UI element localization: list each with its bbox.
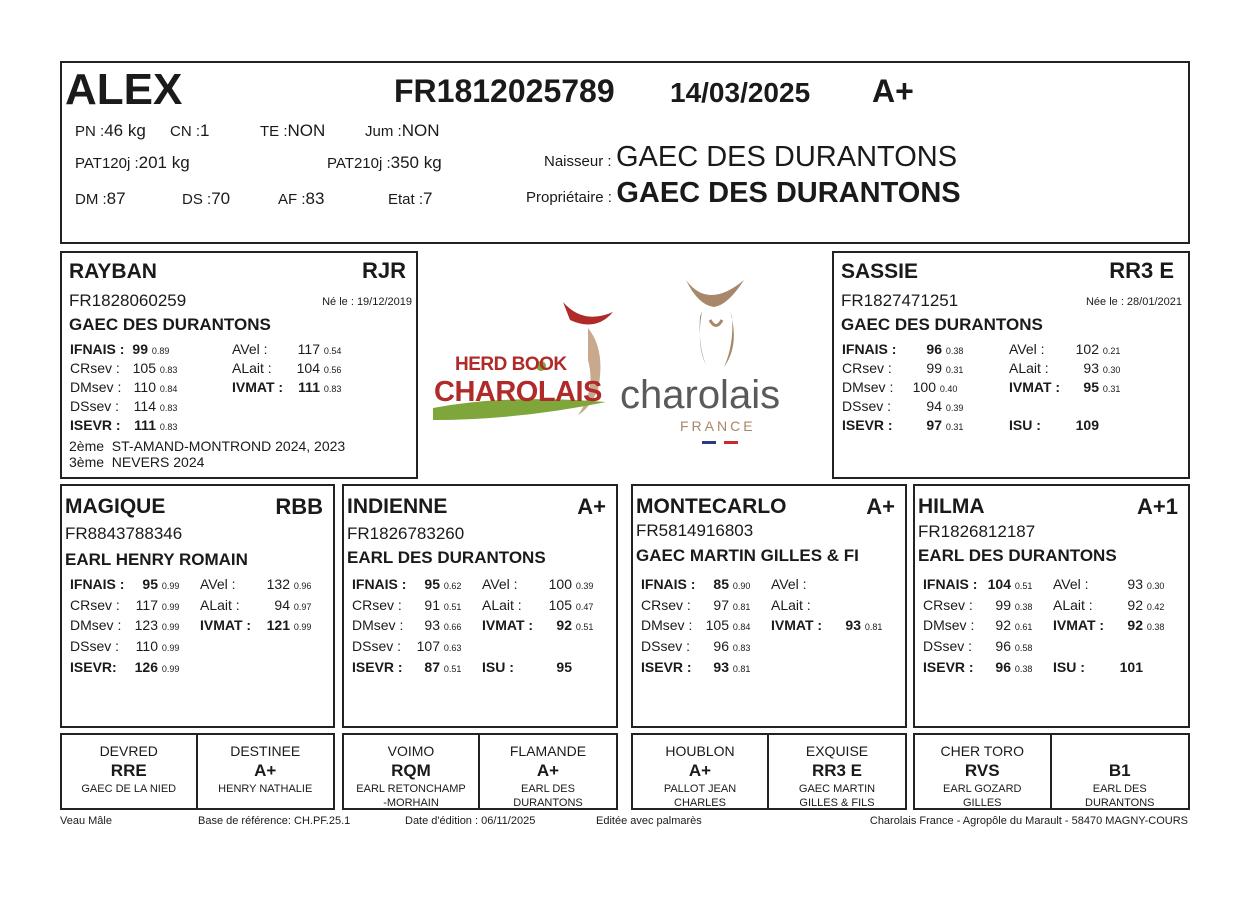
gp-dmsev: DMsev : 93 0.66 [352,617,462,633]
gp-crsev: CRsev : 91 0.51 [352,597,462,613]
great-grandparent-pair-4 [913,733,1190,810]
gp-isu: ISU : 101 [1053,659,1143,675]
dam-cote: RR3 E [1109,258,1174,283]
great-grandparent-cell: FLAMANDE A+ EARL DES DURANTONS [509,743,587,809]
dam-avel: AVel : 102 0.21 [1009,341,1121,357]
great-grandparent-pair-3 [631,733,907,810]
gp-ifnais: IFNAIS : 104 0.51 [923,576,1033,592]
gp-alait: ALait : 94 0.97 [200,597,312,613]
grandparent-cote: RBB [275,494,323,519]
grandparent-owner: GAEC MARTIN GILLES & FI [636,546,859,565]
gp-dmsev: DMsev : 92 0.61 [923,617,1033,633]
footer-palmares: Editée avec palmarès [596,815,702,827]
ds-field: DS :70 [182,189,231,208]
grandparent-panel-3 [631,484,907,728]
grandparent-panel-1 [60,484,335,728]
great-grandparent-cell: VOIMO RQM EARL RETONCHAMP -MORHAIN [344,735,480,808]
dm-field: DM :87 [75,189,126,208]
gp-avel: AVel : 132 0.96 [200,576,312,592]
sire-cote: RJR [361,258,406,283]
etat-field: Etat :7 [388,189,433,208]
great-grandparent-pair-1 [60,733,335,810]
pat210-field: PAT210j :350 kg [327,153,442,172]
grandparent-name: HILMA [918,495,985,518]
sire-dssev: DSsev : 114 0.83 [70,398,178,414]
gp-isevr: ISEVR : 87 0.51 [352,659,462,675]
dam-id: FR1827471251 [841,291,959,310]
great-grandparent-cell: HOUBLON A+ PALLOT JEAN CHARLES [633,735,769,808]
dam-dmsev: DMsev : 100 0.40 [842,379,958,395]
gp-isu: ISU : 95 [482,659,572,675]
pat120-field: PAT120j :201 kg [75,153,190,172]
pn-field: PN :46 kg [75,121,146,140]
sire-palmares-1: 2ème ST-AMAND-MONTROND 2024, 2023 [69,438,346,454]
sire-ivmat: IVMAT : 111 0.83 [232,379,342,395]
grandparent-cote: A+ [577,494,606,519]
animal-name: ALEX [65,65,183,114]
af-field: AF :83 [278,189,325,208]
gp-ifnais: IFNAIS : 95 0.99 [70,576,180,592]
dam-name: SASSIE [841,260,919,283]
footer-sex: Veau Mâle [60,815,112,827]
gp-ivmat: IVMAT : 121 0.99 [200,617,312,633]
sire-id: FR1828060259 [69,291,187,310]
gp-dmsev: DMsev : 123 0.99 [70,617,180,633]
gp-ivmat: IVMAT : 93 0.81 [771,617,883,633]
gp-avel: AVel : 100 0.39 [482,576,594,592]
dam-crsev: CRsev : 99 0.31 [842,360,964,376]
sire-born: Né le : 19/12/2019 [322,296,412,308]
grandparent-cote: A+1 [1137,494,1178,519]
gp-isevr: ISEVR: 126 0.99 [70,659,180,675]
herdbook-top-text: HERD BOOK [455,354,567,375]
jum-field: Jum :NON [365,121,440,140]
gp-avel: AVel : [771,576,807,592]
animal-date: 14/03/2025 [670,77,811,108]
great-grandparent-cell: CHER TORO RVS EARL GOZARD GILLES [915,735,1052,808]
sire-ifnais: IFNAIS : 99 0.89 [70,341,170,357]
header-panel [60,61,1190,244]
footer-address: Charolais France - Agropôle du Marault - 58470 MAGNY-COURS [869,815,1188,827]
sire-owner: GAEC DES DURANTONS [69,315,271,334]
grandparent-name: MAGIQUE [65,495,166,518]
naisseur-field: Naisseur : GAEC DES DURANTONS [544,141,958,173]
sire-isevr: ISEVR : 111 0.83 [70,417,178,433]
sire-panel [60,251,418,479]
gp-alait: ALait : 105 0.47 [482,597,594,613]
gp-avel: AVel : 93 0.30 [1053,576,1165,592]
gp-ifnais: IFNAIS : 95 0.62 [352,576,462,592]
sire-avel: AVel : 117 0.54 [232,341,342,357]
grandparent-panel-4 [913,484,1190,728]
great-grandparent-cell: DEVRED RRE GAEC DE LA NIED [62,735,198,808]
great-grandparent-cell: DESTINEE A+ HENRY NATHALIE [218,743,313,795]
sire-alait: ALait : 104 0.56 [232,360,342,376]
gp-dssev: DSsev : 110 0.99 [70,638,180,654]
sire-crsev: CRsev : 105 0.83 [70,360,178,376]
gp-dmsev: DMsev : 105 0.84 [641,617,751,633]
dam-born: Née le : 28/01/2021 [1085,296,1182,308]
gp-ifnais: IFNAIS : 85 0.90 [641,576,751,592]
dam-owner: GAEC DES DURANTONS [841,315,1043,334]
grandparent-id: FR8843788346 [65,524,183,543]
dam-alait: ALait : 93 0.30 [1009,360,1121,376]
gp-dssev: DSsev : 107 0.63 [352,638,462,654]
herdbook-main-text: CHAROLAIS [434,376,602,408]
sire-palmares-2: 3ème NEVERS 2024 [69,454,205,470]
grandparent-id: FR5814916803 [636,521,754,540]
dam-ivmat: IVMAT : 95 0.31 [1009,379,1121,395]
footer-edition-date: Date d'édition : 06/11/2025 [405,815,536,827]
gp-dssev: DSsev : 96 0.83 [641,638,751,654]
footer-base: Base de référence: CH.PF.25.1 [198,815,351,827]
dam-isu: ISU : 109 [1009,417,1099,433]
gp-crsev: CRsev : 97 0.81 [641,597,751,613]
grandparent-owner: EARL DES DURANTONS [918,546,1117,565]
gp-ivmat: IVMAT : 92 0.51 [482,617,594,633]
dam-dssev: DSsev : 94 0.39 [842,398,964,414]
grandparent-panel-2 [342,484,618,728]
dam-ifnais: IFNAIS : 96 0.38 [842,341,964,357]
gp-isevr: ISEVR : 96 0.38 [923,659,1033,675]
great-grandparent-cell: B1 EARL DES DURANTONS [1085,761,1155,809]
grandparent-owner: EARL HENRY ROMAIN [65,550,248,569]
animal-id: FR1812025789 [394,73,615,109]
great-grandparent-pair-2 [342,733,618,810]
gp-crsev: CRsev : 117 0.99 [70,597,180,613]
france-text: FRANCE [680,418,756,434]
grandparent-name: MONTECARLO [636,495,787,518]
grandparent-name: INDIENNE [347,495,448,518]
gp-ivmat: IVMAT : 92 0.38 [1053,617,1165,633]
te-field: TE :NON [260,121,326,140]
grandparent-owner: EARL DES DURANTONS [347,548,546,567]
charolais-france-logo [618,275,828,455]
grandparent-id: FR1826812187 [918,522,1036,541]
great-grandparent-cell: EXQUISE RR3 E GAEC MARTIN GILLES & FILS [798,743,876,809]
gp-isevr: ISEVR : 93 0.81 [641,659,751,675]
herdbook-logo [428,290,628,430]
cn-field: CN :1 [170,121,210,140]
sire-dmsev: DMsev : 110 0.84 [70,379,178,395]
grandparent-cote: A+ [866,494,895,519]
sire-name: RAYBAN [69,260,157,283]
grandparent-id: FR1826783260 [347,524,465,543]
dam-panel [832,251,1190,479]
gp-alait: ALait : 92 0.42 [1053,597,1165,613]
dam-isevr: ISEVR : 97 0.31 [842,417,964,433]
gp-dssev: DSsev : 96 0.58 [923,638,1033,654]
proprietaire-field: Propriétaire : GAEC DES DURANTONS [526,177,961,209]
animal-cote: A+ [872,73,914,109]
charolais-text: charolais [620,373,781,417]
gp-crsev: CRsev : 99 0.38 [923,597,1033,613]
gp-alait: ALait : [771,597,811,613]
